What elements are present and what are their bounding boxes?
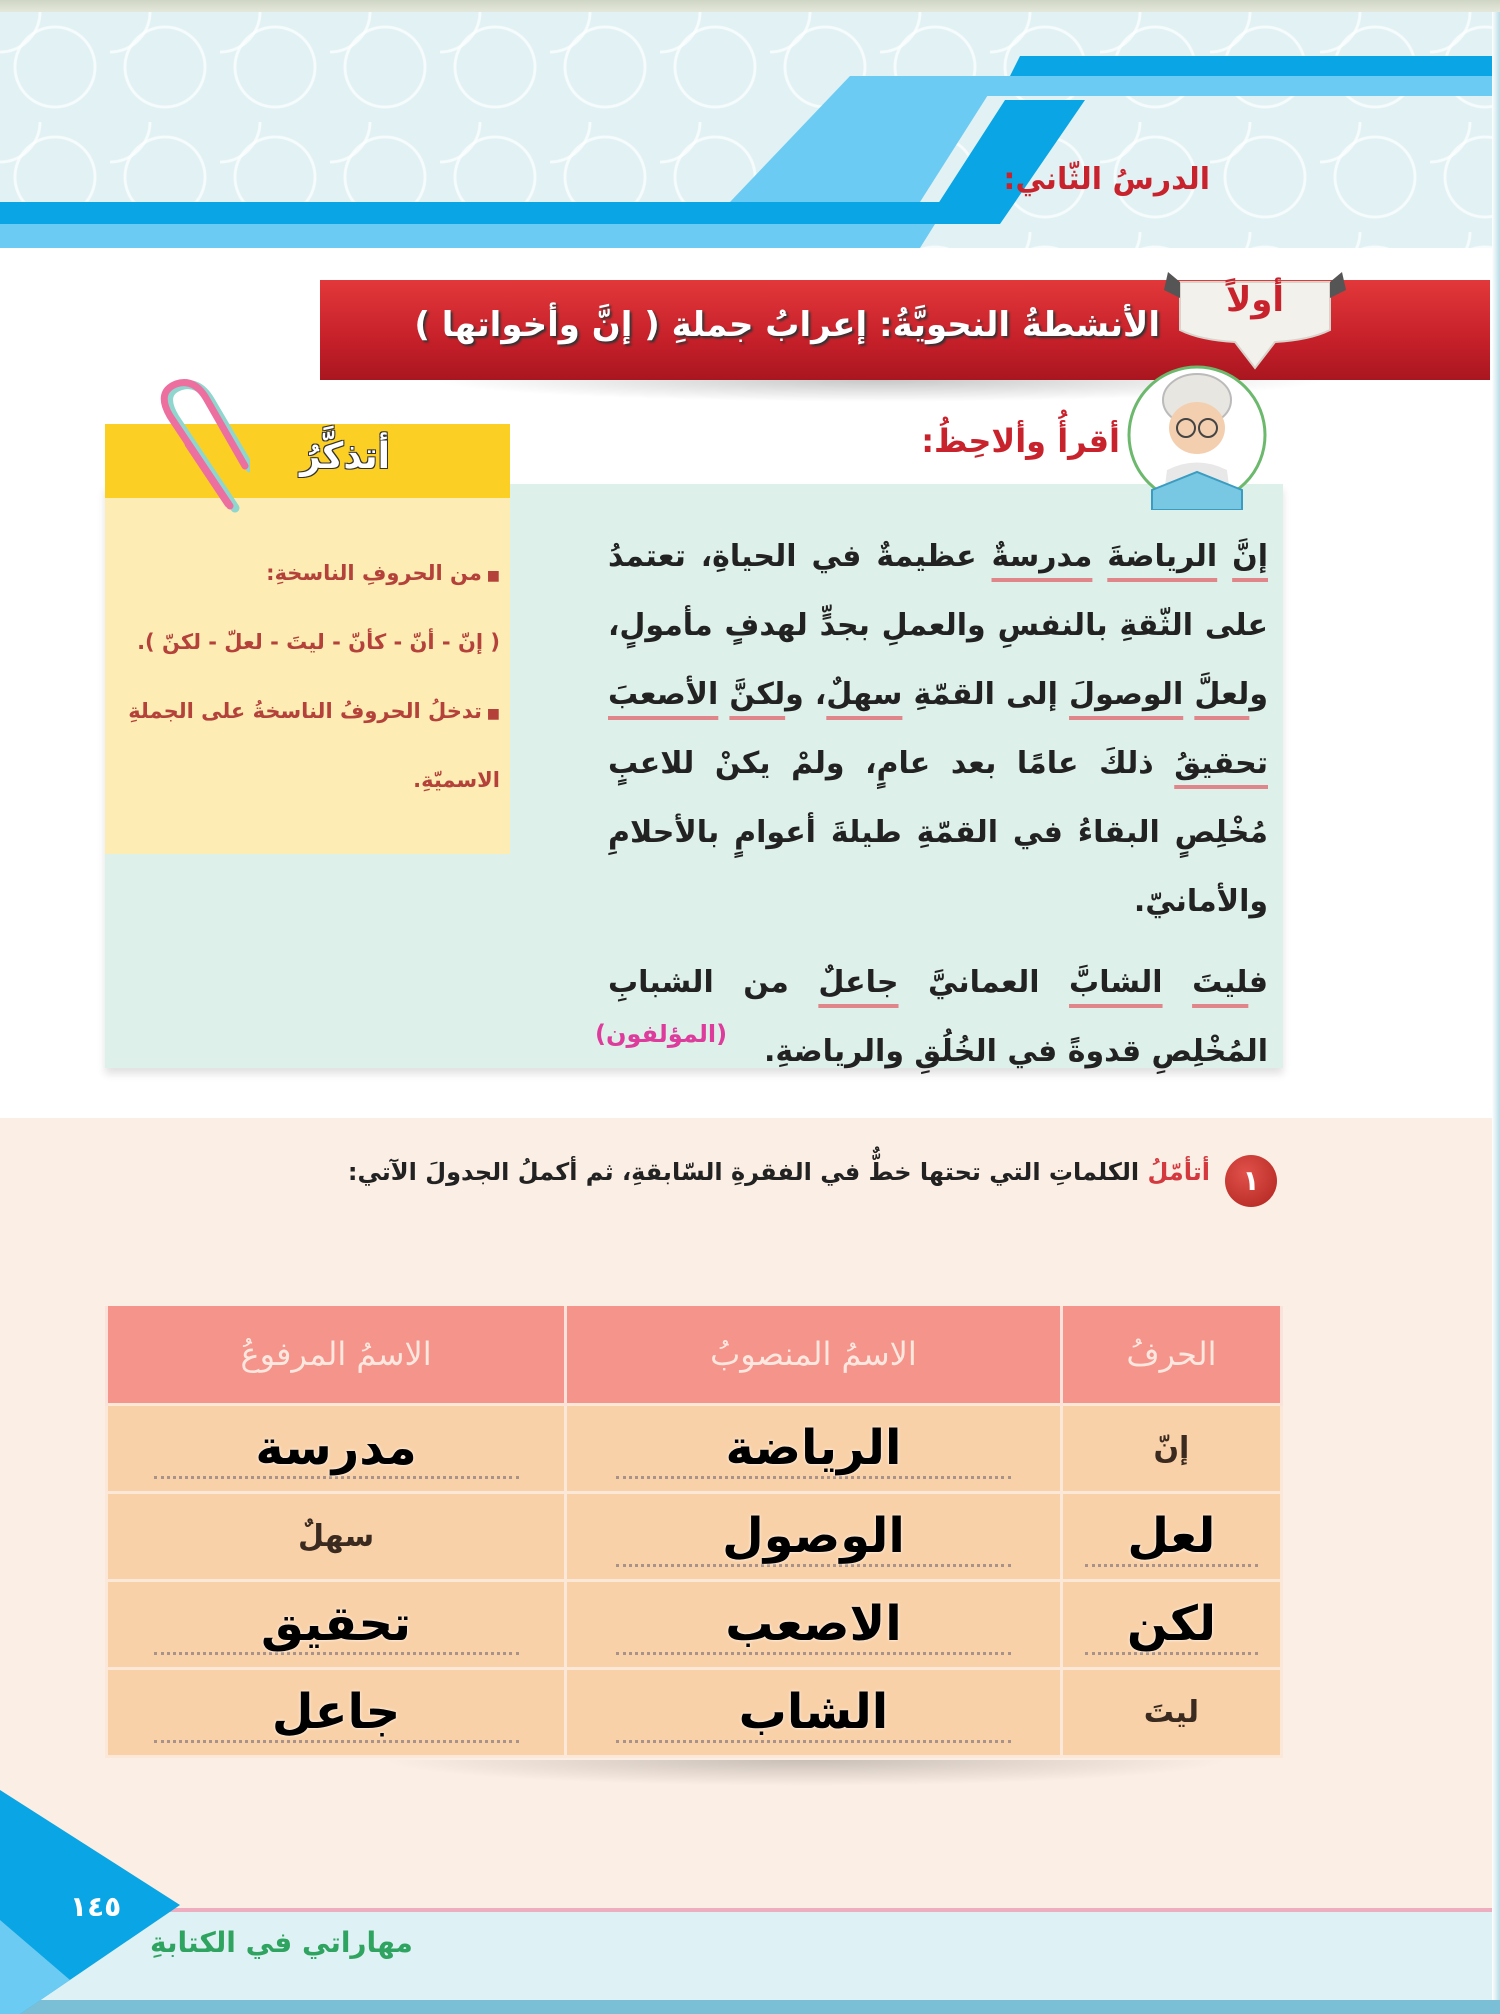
- passage-text: ف: [1248, 965, 1268, 1000]
- passage-paragraph-2: [608, 948, 1268, 1086]
- table-row: [107, 1580, 1282, 1668]
- handwritten-answer: لعل: [1127, 1508, 1216, 1564]
- passage-text: عظيمةٌ في الحياةِ، تعتمدُ على الثّقةِ بالنفسِ والعملِ بجدٍّ لهدفٍ مأمولٍ، و: [608, 539, 1268, 712]
- remember-title: أتذكَّرُ: [300, 436, 390, 477]
- cell-harf[interactable]: [1061, 1492, 1281, 1580]
- remember-letters-text: ( إنّ - أنّ - كأنّ - ليتَ - لعلّ - لكنّ ).: [137, 630, 500, 654]
- question-text: الكلماتِ التي تحتها خطٌّ في الفقرةِ السّابقةِ، ثم أكملُ الجدولَ الآتي:: [347, 1158, 1148, 1186]
- cell-harf[interactable]: [1061, 1580, 1281, 1668]
- passage-text: [1092, 539, 1107, 574]
- top-strip: [0, 0, 1500, 12]
- read-observe-label: أقرأُ وألاحِظُ:: [921, 422, 1120, 460]
- cell-marfu[interactable]: [107, 1492, 566, 1580]
- underlined-word: الشابَّ: [1069, 965, 1163, 1000]
- answer-table: [105, 1306, 1283, 1758]
- table-row: [107, 1668, 1282, 1756]
- cell-mansub[interactable]: [566, 1492, 1062, 1580]
- cell-harf[interactable]: [1061, 1404, 1281, 1492]
- passage-text: من الشبابِ المُخْلِصِ قدوةً في الخُلُقِ والرياضةِ.: [608, 965, 1268, 1069]
- passage-text: إلى القمّةِ: [902, 677, 1070, 712]
- underlined-word: لكنَّ: [729, 677, 786, 712]
- reading-passage: [608, 522, 1268, 1098]
- underlined-word: الأصعبَ: [608, 677, 719, 712]
- passage-text: ذلكَ عامًا بعد عامٍ، ولمْ يكنْ للاعبٍ مُخْلِصٍ البقاءُ في القمّةِ طيلةَ أعوامٍ بالأحلامِ والأمانيّ.: [608, 746, 1268, 919]
- handwritten-answer: الاصعب: [725, 1596, 902, 1652]
- underlined-word: مدرسةٌ: [991, 539, 1093, 574]
- passage-paragraph-1: [608, 522, 1268, 936]
- passage-text: العمانيَّ: [898, 965, 1070, 1000]
- table-header-row: [107, 1306, 1282, 1404]
- underlined-word: الوصولَ: [1069, 677, 1184, 712]
- cell-marfu[interactable]: [107, 1404, 566, 1492]
- printed-value: ليتَ: [1143, 1694, 1200, 1730]
- underlined-word: ليتَ: [1192, 965, 1249, 1000]
- handwritten-answer: الرياضة: [725, 1420, 902, 1476]
- footer-bottom-strip: [0, 2000, 1500, 2014]
- header-mansub: الاسمُ المنصوبُ: [566, 1306, 1062, 1404]
- ribbon-label: أولاً: [1225, 280, 1285, 320]
- table-row: [107, 1404, 1282, 1492]
- handwritten-answer: الشاب: [738, 1684, 889, 1740]
- cell-mansub[interactable]: [566, 1404, 1062, 1492]
- question-instruction: [348, 1158, 1210, 1186]
- cell-marfu[interactable]: [107, 1580, 566, 1668]
- header-stripe-bottom-light: [0, 224, 935, 248]
- header-stripe-bottom-dark: [0, 202, 955, 224]
- question-number-badge: ١: [1225, 1155, 1277, 1207]
- book-title: مهاراتي في الكتابةِ: [150, 1926, 413, 1959]
- table-body: [107, 1404, 1282, 1756]
- passage-text: [1183, 677, 1194, 712]
- cell-marfu[interactable]: [107, 1668, 566, 1756]
- page-number: ١٤٥: [70, 1890, 122, 1923]
- remember-item: ■ من الحروفِ الناسخةِ:: [115, 540, 500, 609]
- handwritten-answer: تحقيق: [261, 1596, 412, 1652]
- banner-title: الأنشطةُ النحويَّةُ: إعرابُ جملةِ ( إنَّ وأخواتها ): [414, 305, 1160, 345]
- table-shadow: [380, 1760, 1230, 1786]
- header-stripe-top-dark: [1010, 56, 1492, 76]
- handwritten-answer: مدرسة: [255, 1420, 417, 1476]
- header-harf: الحرفُ: [1061, 1306, 1281, 1404]
- passage-text: ، و: [785, 677, 827, 712]
- passage-text: [1163, 965, 1193, 1000]
- page-edge: [1492, 12, 1500, 2012]
- question-verb: أتأمّلُ: [1147, 1158, 1210, 1186]
- underlined-word: جاعلٌ: [818, 965, 899, 1000]
- underlined-word: تحقيقُ: [1174, 746, 1268, 781]
- underlined-word: إنَّ: [1232, 539, 1269, 574]
- handwritten-answer: لكن: [1126, 1596, 1216, 1652]
- remember-list: [115, 540, 500, 813]
- cell-mansub[interactable]: [566, 1580, 1062, 1668]
- handwritten-answer: الوصول: [722, 1508, 905, 1564]
- passage-source: (المؤلفون): [595, 1020, 728, 1048]
- cell-mansub[interactable]: [566, 1668, 1062, 1756]
- lesson-title: الدرسُ الثّاني:: [1003, 162, 1210, 197]
- printed-value: سهلٌ: [298, 1518, 375, 1554]
- student-reading-avatar: [1122, 360, 1272, 510]
- remember-item: ■ تدخلُ الحروفُ الناسخةُ على الجملةِ الاسميّةِ.: [115, 678, 500, 813]
- header-stripes: [0, 12, 1500, 248]
- remember-item-letters: [115, 609, 500, 678]
- underlined-word: سهلٌ: [826, 677, 903, 712]
- paperclip-icon: [140, 378, 250, 518]
- passage-text: [718, 677, 729, 712]
- cell-harf[interactable]: [1061, 1668, 1281, 1756]
- underlined-word: لعلَّ: [1194, 677, 1250, 712]
- handwritten-answer: جاعل: [271, 1684, 401, 1740]
- header-marfu: الاسمُ المرفوعُ: [107, 1306, 566, 1404]
- passage-text: [1217, 539, 1232, 574]
- underlined-word: الرياضةَ: [1107, 539, 1218, 574]
- table-row: [107, 1492, 1282, 1580]
- printed-value: إنّ: [1153, 1430, 1190, 1466]
